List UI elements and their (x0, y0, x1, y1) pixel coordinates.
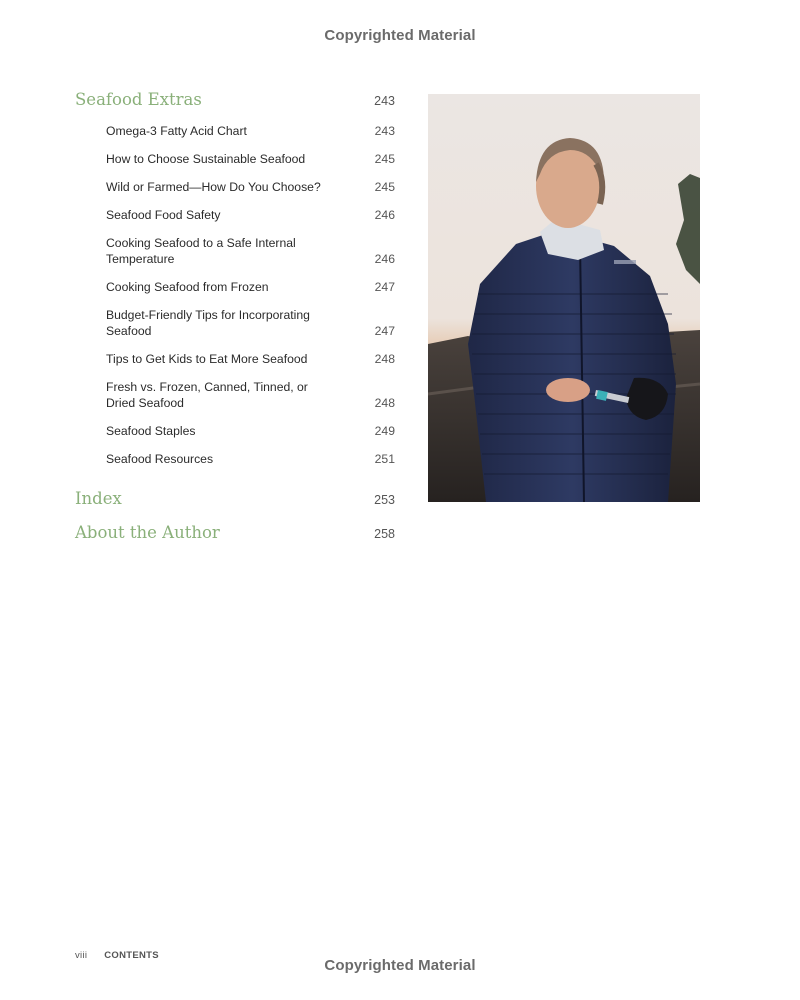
toc-item-page: 246 (374, 208, 395, 222)
toc-item[interactable] (106, 379, 395, 411)
toc-item-page: 248 (374, 352, 395, 366)
toc-section-about-author[interactable] (75, 523, 395, 542)
toc-item[interactable] (106, 307, 395, 339)
toc-item[interactable] (106, 179, 395, 195)
toc-item[interactable] (106, 235, 395, 267)
toc-item[interactable] (106, 123, 395, 139)
author-photo (428, 94, 700, 502)
toc-item[interactable] (106, 279, 395, 295)
toc-section-seafood-extras[interactable] (75, 90, 395, 109)
toc-section-page: 253 (374, 493, 395, 507)
copyright-header: Copyrighted Material (324, 27, 476, 44)
toc-item-page: 246 (374, 252, 395, 266)
toc-item-page: 245 (374, 180, 395, 194)
toc-item-page: 251 (374, 452, 395, 466)
toc-item-page: 247 (374, 280, 395, 294)
toc-item-label: Fresh vs. Frozen, Canned, Tinned, or Dried Seafood (106, 380, 308, 410)
toc-section-page: 258 (374, 527, 395, 541)
toc-section-title: About the Author (75, 523, 220, 542)
running-head: CONTENTS (104, 950, 159, 961)
toc-item-label: Omega-3 Fatty Acid Chart (106, 124, 247, 138)
toc-item-label: Budget-Friendly Tips for Incorporating Seafood (106, 308, 310, 338)
toc-item-page: 243 (374, 124, 395, 138)
author-photo-illustration (428, 94, 700, 502)
toc-item-page: 245 (374, 152, 395, 166)
toc-item-label: How to Choose Sustainable Seafood (106, 152, 306, 166)
toc-seafood-extras (75, 90, 395, 479)
toc-section-title: Index (75, 489, 122, 508)
toc-item[interactable] (106, 151, 395, 167)
toc-item-label: Cooking Seafood from Frozen (106, 280, 269, 294)
toc-item-label: Cooking Seafood to a Safe Internal Temperature (106, 236, 296, 266)
toc-item[interactable] (106, 207, 395, 223)
toc-item-label: Wild or Farmed—How Do You Choose? (106, 180, 321, 194)
toc-section-title: Seafood Extras (75, 90, 202, 109)
toc-item-label: Seafood Resources (106, 452, 214, 466)
toc-item-page: 248 (374, 396, 395, 410)
copyright-footer: Copyrighted Material (324, 957, 476, 974)
toc-section-page: 243 (374, 94, 395, 108)
page-folio: viii (75, 950, 88, 961)
toc-item-label: Seafood Staples (106, 424, 196, 438)
toc-item-label: Tips to Get Kids to Eat More Seafood (106, 352, 308, 366)
toc-item-page: 247 (374, 324, 395, 338)
toc-item[interactable] (106, 423, 395, 439)
toc-section-index[interactable] (75, 489, 395, 508)
toc-item-label: Seafood Food Safety (106, 208, 221, 222)
toc-item[interactable] (106, 451, 395, 467)
toc-item-page: 249 (374, 424, 395, 438)
toc-item[interactable] (106, 351, 395, 367)
toc-item-list (106, 123, 395, 467)
